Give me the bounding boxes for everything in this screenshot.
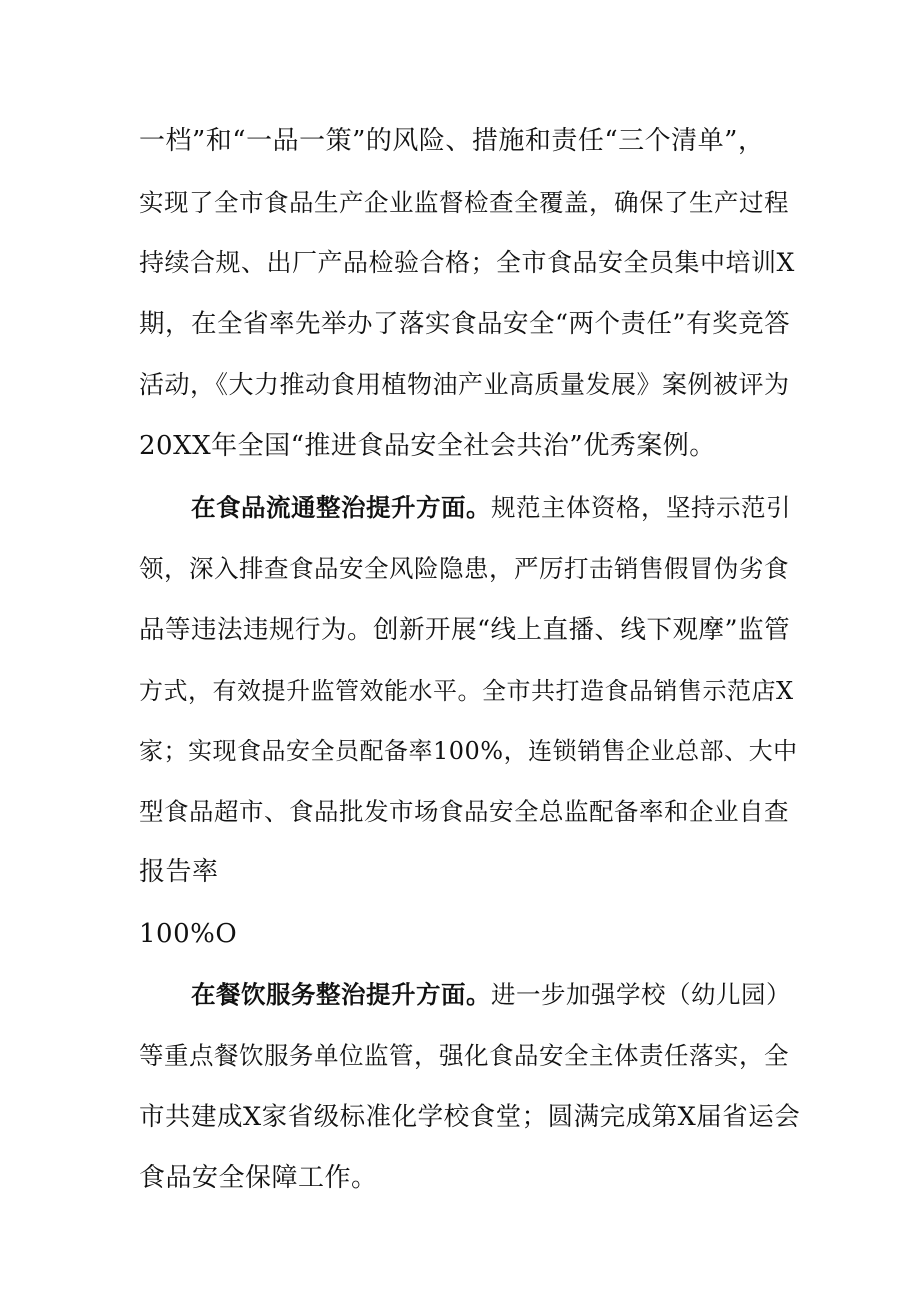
para2-line-3: 品等违法违规行为。创新开展“线上直播、线下观摩”监管 — [139, 615, 791, 645]
para1-line-2: 实现了全市食品生产企业监督检查全覆盖，确保了生产过程 — [139, 188, 789, 217]
para3-line-2: 等重点餐饮服务单位监管，强化食品安全主体责任落实，全 — [139, 1041, 789, 1070]
para1-line-4: 期，在全省率先举办了落实食品安全“两个责任”有奖竞答 — [139, 309, 791, 339]
para3-heading: 在餐饮服务整治提升方面。 — [191, 980, 491, 1009]
para2-heading: 在食品流通整治提升方面。 — [191, 493, 491, 522]
para2-line-7: 报告率 — [139, 857, 219, 887]
para2-line-5: 家；实现食品安全员配备率100%，连锁销售企业总部、大中 — [139, 737, 798, 765]
para2-trailing: 100%O — [139, 919, 238, 949]
para2-line-6: 型食品超市、食品批发市场食品安全总监配备率和企业自查 — [139, 797, 789, 826]
para2-first-line — [191, 491, 791, 525]
para3-line-4: 食品安全保障工作。 — [139, 1163, 378, 1193]
para3-first-line-text: 进一步加强学校（幼儿园） — [491, 980, 791, 1009]
para2-line-4: 方式，有效提升监管效能水平。全市共打造食品销售示范店X — [139, 677, 794, 705]
para2-line-2: 领，深入排查食品安全风险隐患，严厉打击销售假冒伪劣食 — [139, 554, 789, 583]
para1-line-6: 20XX年全国“推进食品安全社会共治”优秀案例。 — [139, 431, 716, 461]
para1-line-1: 一档”和“一品一策”的风险、措施和责任“三个清单”， — [139, 126, 765, 156]
para3-line-3: 市共建成X家省级标准化学校食堂；圆满完成第X届省运会 — [139, 1102, 801, 1132]
para1-line-5: 活动，《大力推动食用植物油产业高质量发展》案例被评为 — [139, 370, 790, 399]
para1-line-3: 持续合规、出厂产品检验合格；全市食品安全员集中培训X — [139, 248, 795, 277]
para2-first-line-text: 规范主体资格，坚持示范引 — [491, 493, 791, 522]
para3-first-line — [191, 978, 791, 1012]
